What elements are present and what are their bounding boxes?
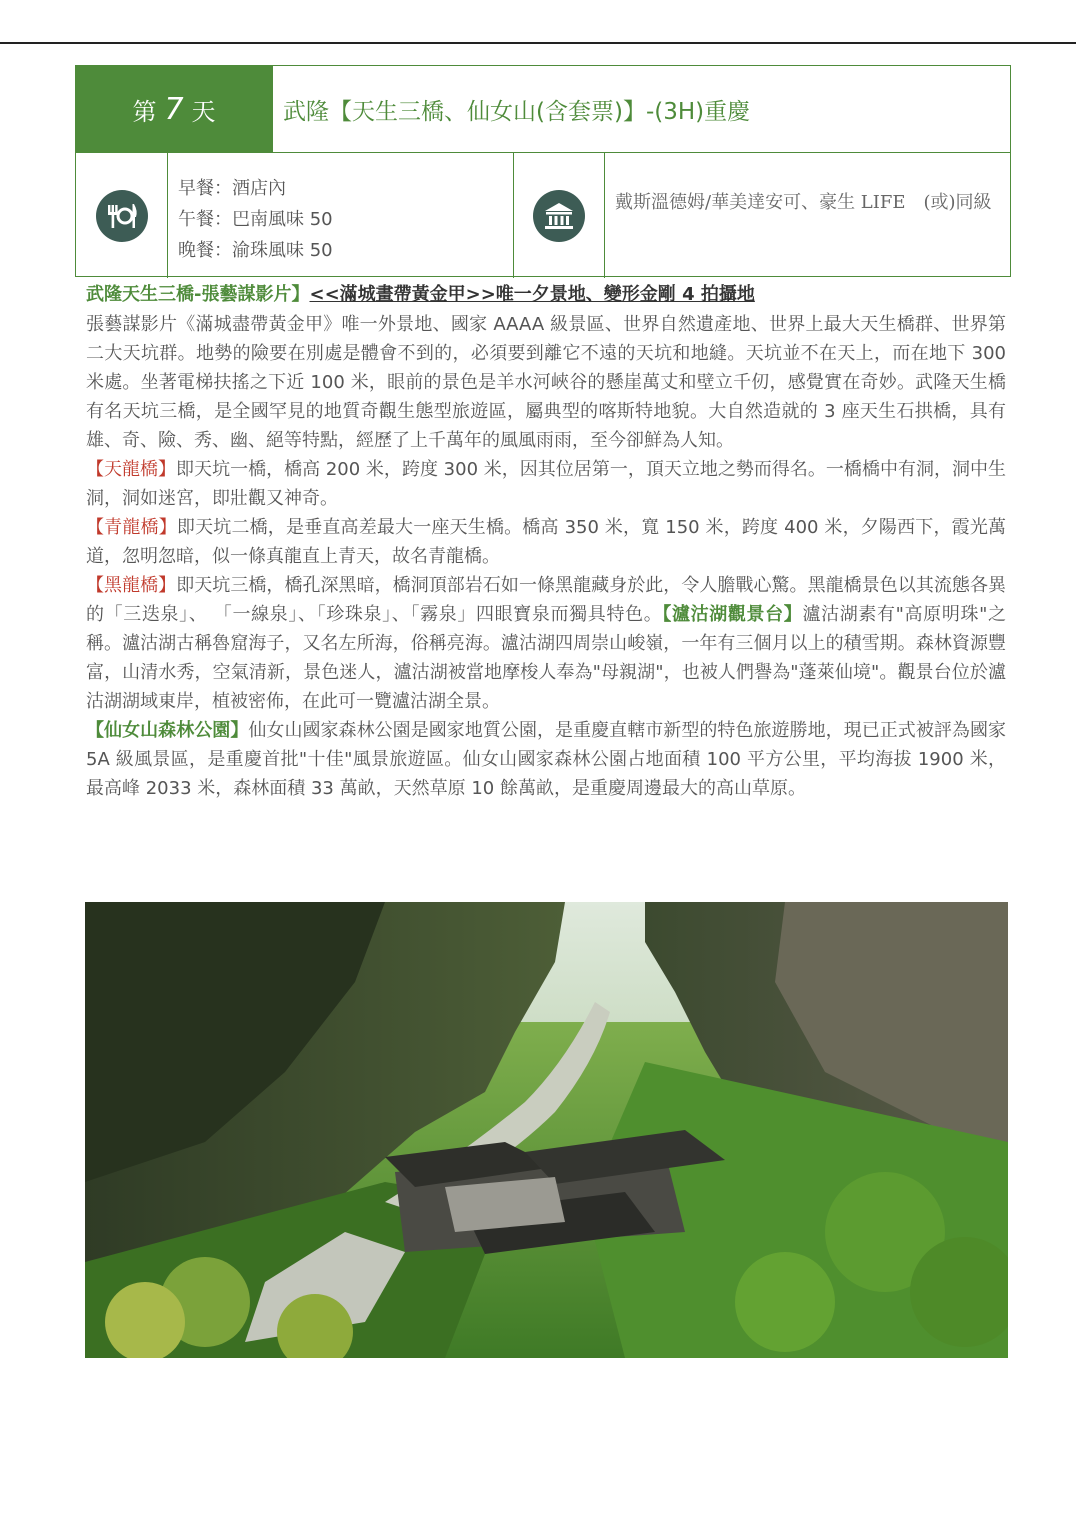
day-suffix: 天 — [191, 97, 216, 126]
meal-icon-cell — [76, 153, 168, 278]
itinerary-content — [86, 280, 1006, 803]
top-rule — [0, 42, 1076, 44]
hotel-info: 戴斯溫德姆/華美達安可、豪生 LIFE (或)同級 — [615, 192, 992, 213]
day-title: 武隆【天生三橋、仙女山(含套票)】-(3H)重慶 — [283, 98, 751, 125]
tianlong-text: 即天坑一橋，橋高 200 米，跨度 300 米，因其位居第一，頂天立地之勢而得名。一橋橋中有洞，洞中生洞，洞如迷宮，即壯觀又神奇。 — [86, 459, 1006, 509]
qinglong-tag: 【青龍橋】 — [86, 517, 177, 538]
intro-paragraph: 張藝謀影片《滿城盡帶黃金甲》唯一外景地、國家 AAAA 級景區、世界自然遺產地、世界上最大天生橋群、世界第二大天坑群。地勢的險要在別處是體會不到的，必須要到離它不遠的天坑和地縫。天坑並不在天上，而在地下 300 米處。坐著電梯扶搖之下近 100 米，眼前的景色是羊水河峽谷的懸崖萬丈和壁立千仞，感覺實在奇妙。武隆天生橋有名天坑三橋，是全國罕見的地質奇觀生態型旅遊區，屬典型的喀斯特地貌。大自然造就的 3 座天生石拱橋，具有雄、奇、險、秀、幽、絕等特點，經歷了上千萬年的風風雨雨，至今卻鮮為人知。 — [86, 314, 1006, 451]
heilong-paragraph — [86, 571, 1006, 716]
heilong-text: 即天坑三橋，橋孔深黑暗，橋洞頂部岩石如一條黑龍藏身於此，令人膽戰心驚。黑龍橋景色以其流態各異的「三迭泉」、 「一線泉」、「珍珠泉」、「霧泉」四眼寶泉而獨具特色。 — [86, 575, 1006, 625]
qinglong-paragraph — [86, 513, 1006, 571]
cutlery-icon — [96, 190, 148, 242]
dinner: 晚餐：渝珠風味 50 — [178, 240, 333, 261]
meals-info — [168, 153, 514, 278]
lugu-tag: 【瀘沽湖觀景台】 — [662, 604, 803, 625]
day-prefix: 第 — [132, 97, 157, 126]
section-headline — [86, 280, 1006, 310]
xiannv-text: 仙女山國家森林公園是國家地質公園，是重慶直轄市新型的特色旅遊勝地，現已正式被評為國家 5A 級風景區，是重慶首批"十佳"風景旅遊區。仙女山國家森林公園占地面積 100 平方公里，平均海拔 1900 米，最高峰 2033 米，森林面積 33 萬畝，天然草原 10 餘萬畝，是重慶周邊最大的高山草原。 — [86, 720, 1006, 799]
hotel-icon-cell — [514, 153, 605, 278]
qinglong-text: 即天坑二橋，是垂直高差最大一座天生橋。橋高 350 米，寬 150 米，跨度 400 米，夕陽西下，霞光萬道，忽明忽暗，似一條真龍直上青天，故名青龍橋。 — [86, 517, 1007, 567]
headline-sub: <<滿城畫帶黃金甲>>唯一夕景地、變形金剛 4 拍攝地 — [309, 284, 755, 305]
lugu-text: 瀘沽湖素有"高原明珠"之稱。瀘沽湖古稱魯窟海子，又名左所海，俗稱亮海。瀘沽湖四周崇山峻嶺，一年有三個月以上的積雪期。森林資源豐富，山清水秀，空氣清新，景色迷人，瀘沽湖被當地摩梭人奉為"母親湖"，也被人們譽為"蓬萊仙境"。觀景台位於瀘沽湖湖域東岸，植被密佈，在此可一覽瀘沽湖全景。 — [86, 604, 1007, 712]
tianlong-tag: 【天龍橋】 — [86, 459, 177, 480]
xiannv-tag: 【仙女山森林公園】 — [86, 720, 249, 741]
headline-main: 武隆天生三橋-張藝謀影片】 — [86, 284, 310, 305]
lunch: 午餐：巴南風味 50 — [178, 209, 333, 230]
xiannv-paragraph — [86, 716, 1006, 803]
day-header — [76, 66, 1010, 153]
heilong-tag: 【黑龍橋】 — [86, 575, 177, 596]
day-number: 7 — [164, 91, 184, 127]
breakfast: 早餐：酒店內 — [178, 178, 286, 199]
day-details — [76, 153, 1010, 278]
scenic-photo — [85, 902, 1008, 1358]
day-itinerary-table — [75, 65, 1011, 277]
tianlong-paragraph — [86, 455, 1006, 513]
day-badge — [76, 66, 273, 152]
building-icon — [533, 190, 585, 242]
